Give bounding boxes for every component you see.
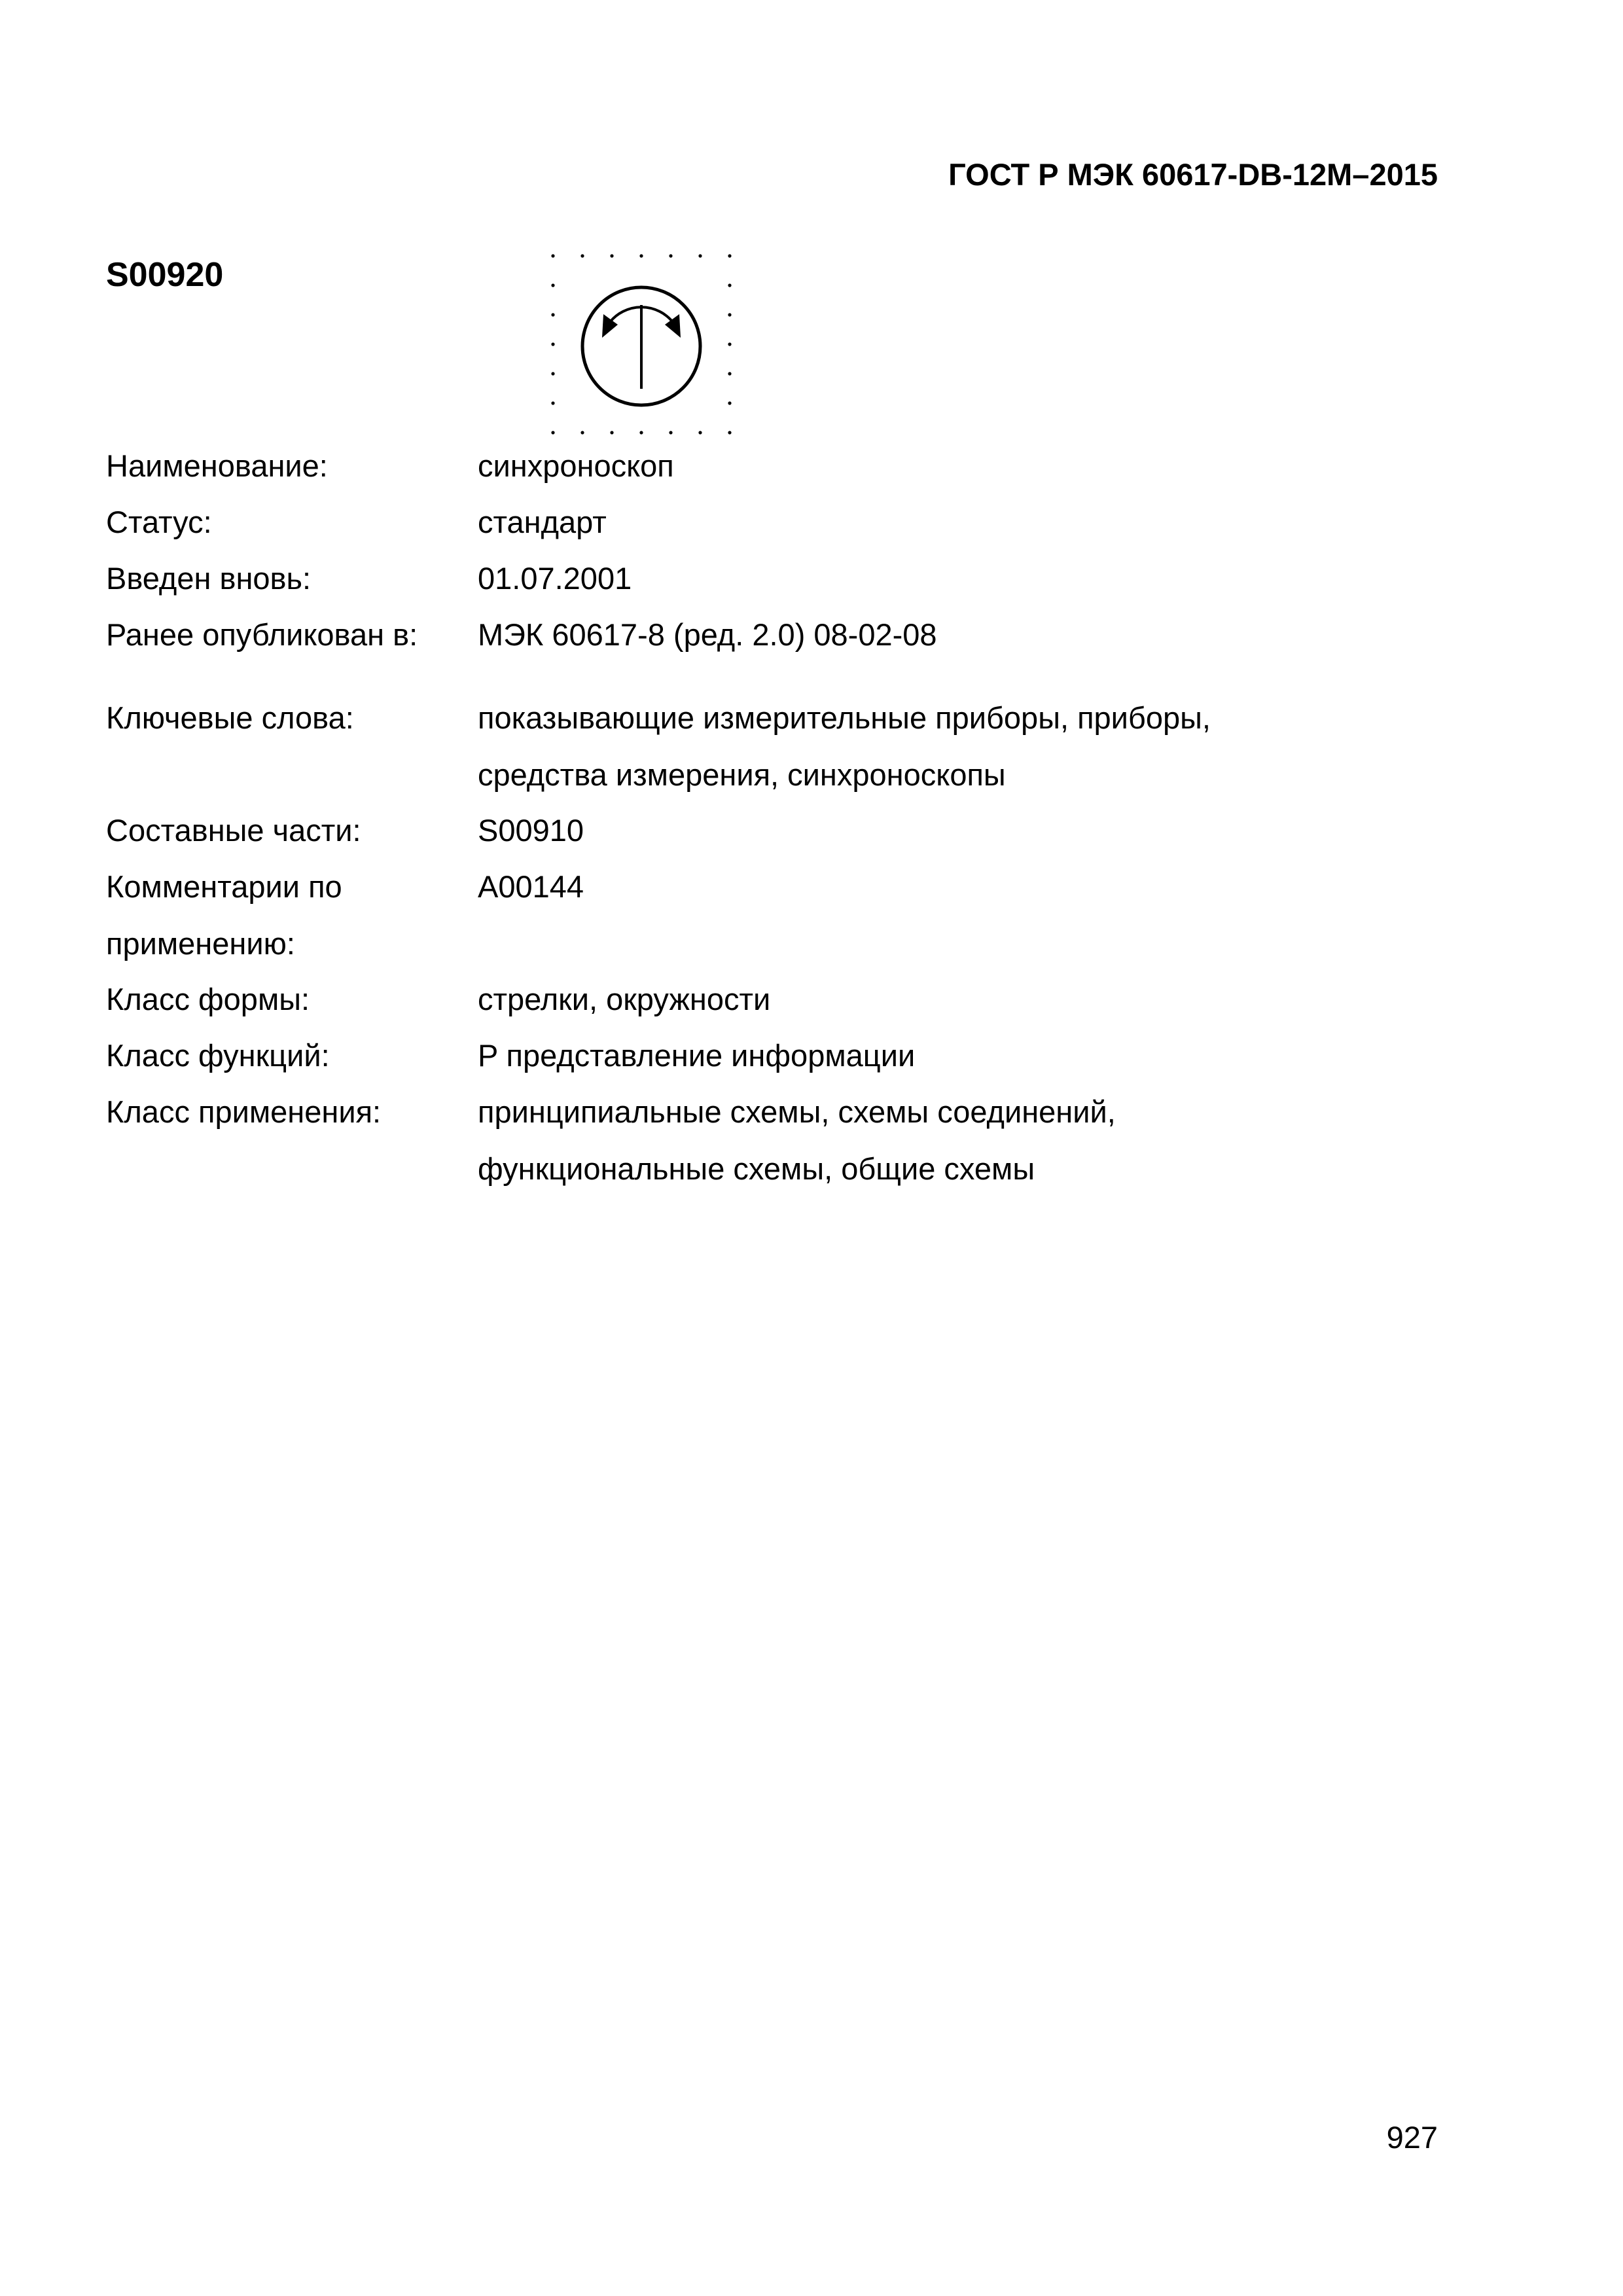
grid-dot bbox=[698, 254, 702, 257]
property-label: Составные части: bbox=[106, 813, 361, 848]
property-value: принципиальные схемы, схемы соединений, функциональные схемы, общие схемы bbox=[478, 1094, 1116, 1186]
property-label: Ранее опубликован в: bbox=[106, 617, 418, 652]
grid-dot bbox=[728, 254, 731, 257]
property-label: Статус: bbox=[106, 505, 212, 539]
grid-dot bbox=[669, 254, 672, 257]
property-value: стандарт bbox=[478, 505, 607, 539]
grid-dot bbox=[580, 431, 584, 434]
property-value: стрелки, окружности bbox=[478, 982, 771, 1016]
grid-dot bbox=[551, 342, 554, 346]
property-value: 01.07.2001 bbox=[478, 561, 632, 596]
symbol-id: S00920 bbox=[106, 256, 224, 294]
grid-dot bbox=[639, 254, 643, 257]
grid-dot bbox=[551, 254, 554, 257]
property-label: Наименование: bbox=[106, 448, 328, 483]
grid-dot bbox=[610, 431, 613, 434]
grid-dot bbox=[728, 401, 731, 404]
property-value: S00910 bbox=[478, 813, 584, 848]
property-value[interactable]: A00144 bbox=[478, 869, 584, 904]
grid-dot bbox=[728, 431, 731, 434]
grid-dot bbox=[728, 372, 731, 375]
property-label: Класс применения: bbox=[106, 1094, 382, 1129]
grid-dot bbox=[551, 372, 554, 375]
property-label: Класс формы: bbox=[106, 982, 310, 1016]
grid-dot bbox=[551, 401, 554, 404]
page-number: 927 bbox=[1386, 2120, 1438, 2155]
property-label: Ключевые слова: bbox=[106, 700, 354, 735]
grid-dot bbox=[698, 431, 702, 434]
grid-dot bbox=[669, 431, 672, 434]
property-value: МЭК 60617-8 (ред. 2.0) 08-02-08 bbox=[478, 617, 937, 652]
property-value: P представление информации bbox=[478, 1038, 916, 1073]
grid-dot bbox=[551, 313, 554, 316]
document-code: ГОСТ Р МЭК 60617-DB-12M–2015 bbox=[948, 157, 1438, 192]
grid-dot bbox=[728, 313, 731, 316]
grid-dot bbox=[551, 431, 554, 434]
synchroscope-symbol-icon bbox=[537, 245, 746, 448]
grid-dot bbox=[610, 254, 613, 257]
grid-dot bbox=[639, 431, 643, 434]
grid-dot bbox=[728, 283, 731, 287]
property-label: Класс функций: bbox=[106, 1038, 330, 1073]
property-value: показывающие измерительные приборы, приборы, средства измерения, синхроноскопы bbox=[478, 700, 1211, 792]
grid-dot bbox=[580, 254, 584, 257]
property-value: синхроноскоп bbox=[478, 448, 674, 483]
property-label: Введен вновь: bbox=[106, 561, 312, 596]
grid-dot bbox=[551, 283, 554, 287]
property-label[interactable]: Комментарии по применению: bbox=[106, 869, 342, 961]
grid-dot bbox=[728, 342, 731, 346]
